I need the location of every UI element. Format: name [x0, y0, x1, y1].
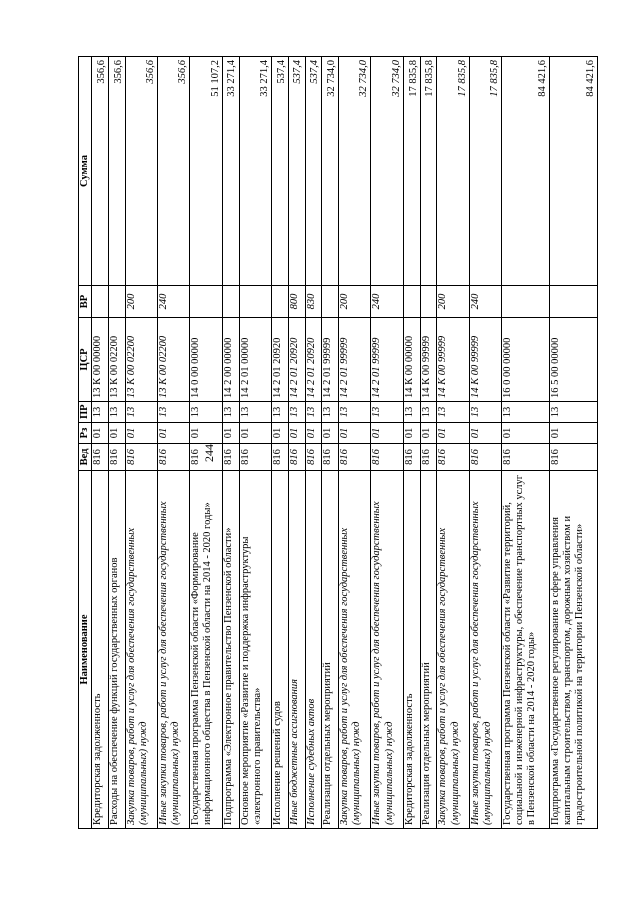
- cell-pr: 13: [305, 402, 322, 423]
- table-row: [502, 57, 550, 829]
- cell-pr: 13: [222, 402, 239, 423]
- page-number: 244: [202, 444, 216, 462]
- cell-vr: [550, 286, 598, 318]
- cell-rz: 01: [502, 423, 550, 444]
- cell-name: Кредиторская задолженность: [92, 471, 109, 829]
- cell-sum: 17 835,8: [469, 57, 501, 286]
- cell-ved: 816: [371, 444, 403, 471]
- header-csr: ЦСР: [79, 318, 92, 402]
- header-vr: ВР: [79, 286, 92, 318]
- cell-name: Иные закупки товаров, работ и услуг для обеспечения государственных (муниципальных) нужд: [469, 471, 501, 829]
- cell-name: Основное мероприятие «Развитие и поддержка инфраструктуры «электронного правительства»: [239, 471, 271, 829]
- cell-rz: 01: [190, 423, 222, 444]
- cell-csr: 14 2 00 00000: [222, 318, 239, 402]
- cell-pr: 13: [108, 402, 125, 423]
- cell-vr: [322, 286, 339, 318]
- cell-rz: 01: [469, 423, 501, 444]
- cell-ved: 816: [92, 444, 109, 471]
- table-row: [239, 57, 271, 829]
- cell-csr: 16 5 00 00000: [550, 318, 598, 402]
- cell-vr: 800: [288, 286, 305, 318]
- cell-rz: 01: [239, 423, 271, 444]
- cell-vr: 200: [437, 286, 469, 318]
- cell-csr: 13 К 00 00000: [92, 318, 109, 402]
- cell-vr: [108, 286, 125, 318]
- cell-vr: [420, 286, 437, 318]
- cell-csr: 13 К 00 02200: [158, 318, 190, 402]
- cell-name: Закупка товаров, работ и услуг для обеспечения государственных (муниципальных) нужд: [437, 471, 469, 829]
- cell-pr: 13: [371, 402, 403, 423]
- cell-vr: [403, 286, 420, 318]
- table-row: [371, 57, 403, 829]
- cell-csr: 14 2 01 00000: [239, 318, 271, 402]
- cell-rz: 01: [108, 423, 125, 444]
- cell-name: Подпрограмма «Государственное регулирование в сфере управления капитальным строительством, транспортом, дорожным хозяйством и градостроительной политикой на территории Пензенской области»: [550, 471, 598, 829]
- cell-ved: 816: [420, 444, 437, 471]
- header-rz: Рз: [79, 423, 92, 444]
- cell-ved: 816: [403, 444, 420, 471]
- cell-pr: 13: [502, 402, 550, 423]
- cell-vr: [239, 286, 271, 318]
- budget-table: [78, 56, 598, 829]
- cell-sum: 32 734,0: [371, 57, 403, 286]
- cell-pr: 13: [92, 402, 109, 423]
- cell-name: Реализация отдельных мероприятий: [322, 471, 339, 829]
- cell-vr: 240: [469, 286, 501, 318]
- cell-rz: 01: [158, 423, 190, 444]
- cell-ved: 816: [469, 444, 501, 471]
- table-row: [322, 57, 339, 829]
- cell-vr: 240: [371, 286, 403, 318]
- cell-ved: 816: [239, 444, 271, 471]
- table-row: [108, 57, 125, 829]
- cell-rz: 01: [92, 423, 109, 444]
- table-row: [288, 57, 305, 829]
- cell-pr: 13: [125, 402, 157, 423]
- cell-csr: 14 2 01 20920: [305, 318, 322, 402]
- cell-pr: 13: [158, 402, 190, 423]
- cell-sum: 32 734,0: [322, 57, 339, 286]
- cell-vr: [271, 286, 288, 318]
- cell-ved: 816: [158, 444, 190, 471]
- rotated-table-container: [78, 57, 598, 829]
- table-header-row: [79, 57, 92, 829]
- header-sum: Сумма: [79, 57, 92, 286]
- cell-csr: 14 К 00 99999: [437, 318, 469, 402]
- cell-rz: 01: [271, 423, 288, 444]
- header-ved: Вед: [79, 444, 92, 471]
- cell-ved: 816: [550, 444, 598, 471]
- cell-vr: [190, 286, 222, 318]
- cell-sum: 32 734,0: [339, 57, 371, 286]
- cell-rz: 01: [222, 423, 239, 444]
- cell-name: Государственная программа Пензенской области «Развитие территорий, социальной и инженерной инфраструктуры, обеспечение транспортных услуг в Пензенской области на 2014 - 2020 годы»: [502, 471, 550, 829]
- cell-csr: 14 К 00 00000: [403, 318, 420, 402]
- header-name: Наименование: [79, 471, 92, 829]
- cell-name: Кредиторская задолженность: [403, 471, 420, 829]
- cell-ved: 816: [288, 444, 305, 471]
- cell-name: Закупка товаров, работ и услуг для обеспечения государственных (муниципальных) нужд: [339, 471, 371, 829]
- cell-vr: [502, 286, 550, 318]
- cell-csr: 14 2 01 99999: [339, 318, 371, 402]
- table-row: [469, 57, 501, 829]
- cell-sum: 537,4: [288, 57, 305, 286]
- table-row: [92, 57, 109, 829]
- table-row: [339, 57, 371, 829]
- cell-pr: 13: [339, 402, 371, 423]
- cell-vr: [222, 286, 239, 318]
- cell-csr: 14 2 01 20920: [271, 318, 288, 402]
- cell-name: Расходы на обеспечение функций государственных органов: [108, 471, 125, 829]
- cell-ved: 816: [108, 444, 125, 471]
- cell-name: Исполнение решений судов: [271, 471, 288, 829]
- table-row: [222, 57, 239, 829]
- table-row: [420, 57, 437, 829]
- cell-name: Иные бюджетные ассигнования: [288, 471, 305, 829]
- cell-csr: 13 К 00 02200: [125, 318, 157, 402]
- cell-ved: 816: [339, 444, 371, 471]
- cell-pr: 13: [420, 402, 437, 423]
- cell-pr: 13: [403, 402, 420, 423]
- cell-vr: 200: [125, 286, 157, 318]
- cell-vr: [92, 286, 109, 318]
- cell-sum: 17 835,8: [437, 57, 469, 286]
- table-row: [550, 57, 598, 829]
- table-row: [158, 57, 190, 829]
- header-pr: ПР: [79, 402, 92, 423]
- cell-ved: 816: [271, 444, 288, 471]
- cell-rz: 01: [305, 423, 322, 444]
- cell-pr: 13: [288, 402, 305, 423]
- cell-vr: 200: [339, 286, 371, 318]
- cell-pr: 13: [469, 402, 501, 423]
- cell-rz: 01: [437, 423, 469, 444]
- cell-csr: 16 0 00 00000: [502, 318, 550, 402]
- cell-vr: 240: [158, 286, 190, 318]
- cell-ved: 816: [125, 444, 157, 471]
- cell-sum: 84 421,6: [502, 57, 550, 286]
- cell-sum: 356,6: [108, 57, 125, 286]
- cell-name: Исполнение судебных актов: [305, 471, 322, 829]
- cell-ved: 816: [190, 444, 222, 471]
- cell-csr: 14 2 01 99999: [322, 318, 339, 402]
- cell-sum: 17 835,8: [403, 57, 420, 286]
- cell-csr: 14 К 00 99999: [420, 318, 437, 402]
- cell-rz: 01: [322, 423, 339, 444]
- cell-rz: 01: [403, 423, 420, 444]
- cell-name: Подпрограмма «Электронное правительство Пензенской области»: [222, 471, 239, 829]
- cell-pr: 13: [190, 402, 222, 423]
- cell-pr: 13: [322, 402, 339, 423]
- cell-sum: 33 271,4: [239, 57, 271, 286]
- cell-sum: 17 835,8: [420, 57, 437, 286]
- table-row: [305, 57, 322, 829]
- cell-rz: 01: [420, 423, 437, 444]
- cell-sum: 33 271,4: [222, 57, 239, 286]
- cell-pr: 13: [550, 402, 598, 423]
- cell-name: Реализация отдельных мероприятий: [420, 471, 437, 829]
- cell-name: Иные закупки товаров, работ и услуг для обеспечения государственных (муниципальных) нужд: [158, 471, 190, 829]
- cell-rz: 01: [550, 423, 598, 444]
- cell-csr: 14 2 01 20920: [288, 318, 305, 402]
- cell-pr: 13: [271, 402, 288, 423]
- cell-ved: 816: [222, 444, 239, 471]
- cell-csr: 14 0 00 00000: [190, 318, 222, 402]
- cell-rz: 01: [125, 423, 157, 444]
- cell-vr: 830: [305, 286, 322, 318]
- cell-ved: 816: [502, 444, 550, 471]
- cell-name: Закупка товаров, работ и услуг для обеспечения государственных (муниципальных) нужд: [125, 471, 157, 829]
- cell-pr: 13: [437, 402, 469, 423]
- table-body: [92, 57, 598, 829]
- table-row: [125, 57, 157, 829]
- cell-sum: 356,6: [125, 57, 157, 286]
- cell-rz: 01: [371, 423, 403, 444]
- cell-sum: 356,6: [158, 57, 190, 286]
- cell-csr: 14 2 01 99999: [371, 318, 403, 402]
- cell-pr: 13: [239, 402, 271, 423]
- cell-name: Иные закупки товаров, работ и услуг для обеспечения государственных (муниципальных) нужд: [371, 471, 403, 829]
- cell-rz: 01: [339, 423, 371, 444]
- cell-csr: 13 К 00 02200: [108, 318, 125, 402]
- cell-ved: 816: [305, 444, 322, 471]
- cell-sum: 537,4: [271, 57, 288, 286]
- cell-rz: 01: [288, 423, 305, 444]
- cell-csr: 14 К 00 99999: [469, 318, 501, 402]
- table-row: [190, 57, 222, 829]
- cell-sum: 537,4: [305, 57, 322, 286]
- table-row: [403, 57, 420, 829]
- cell-ved: 816: [437, 444, 469, 471]
- cell-ved: 816: [322, 444, 339, 471]
- cell-sum: 356,6: [92, 57, 109, 286]
- cell-name: Государственная программа Пензенской области «Формирование информационного общества в Пензенской области на 2014 - 2020 годы»: [190, 471, 222, 829]
- table-row: [271, 57, 288, 829]
- table-row: [437, 57, 469, 829]
- cell-sum: 84 421,6: [550, 57, 598, 286]
- cell-sum: 51 107,2: [190, 57, 222, 286]
